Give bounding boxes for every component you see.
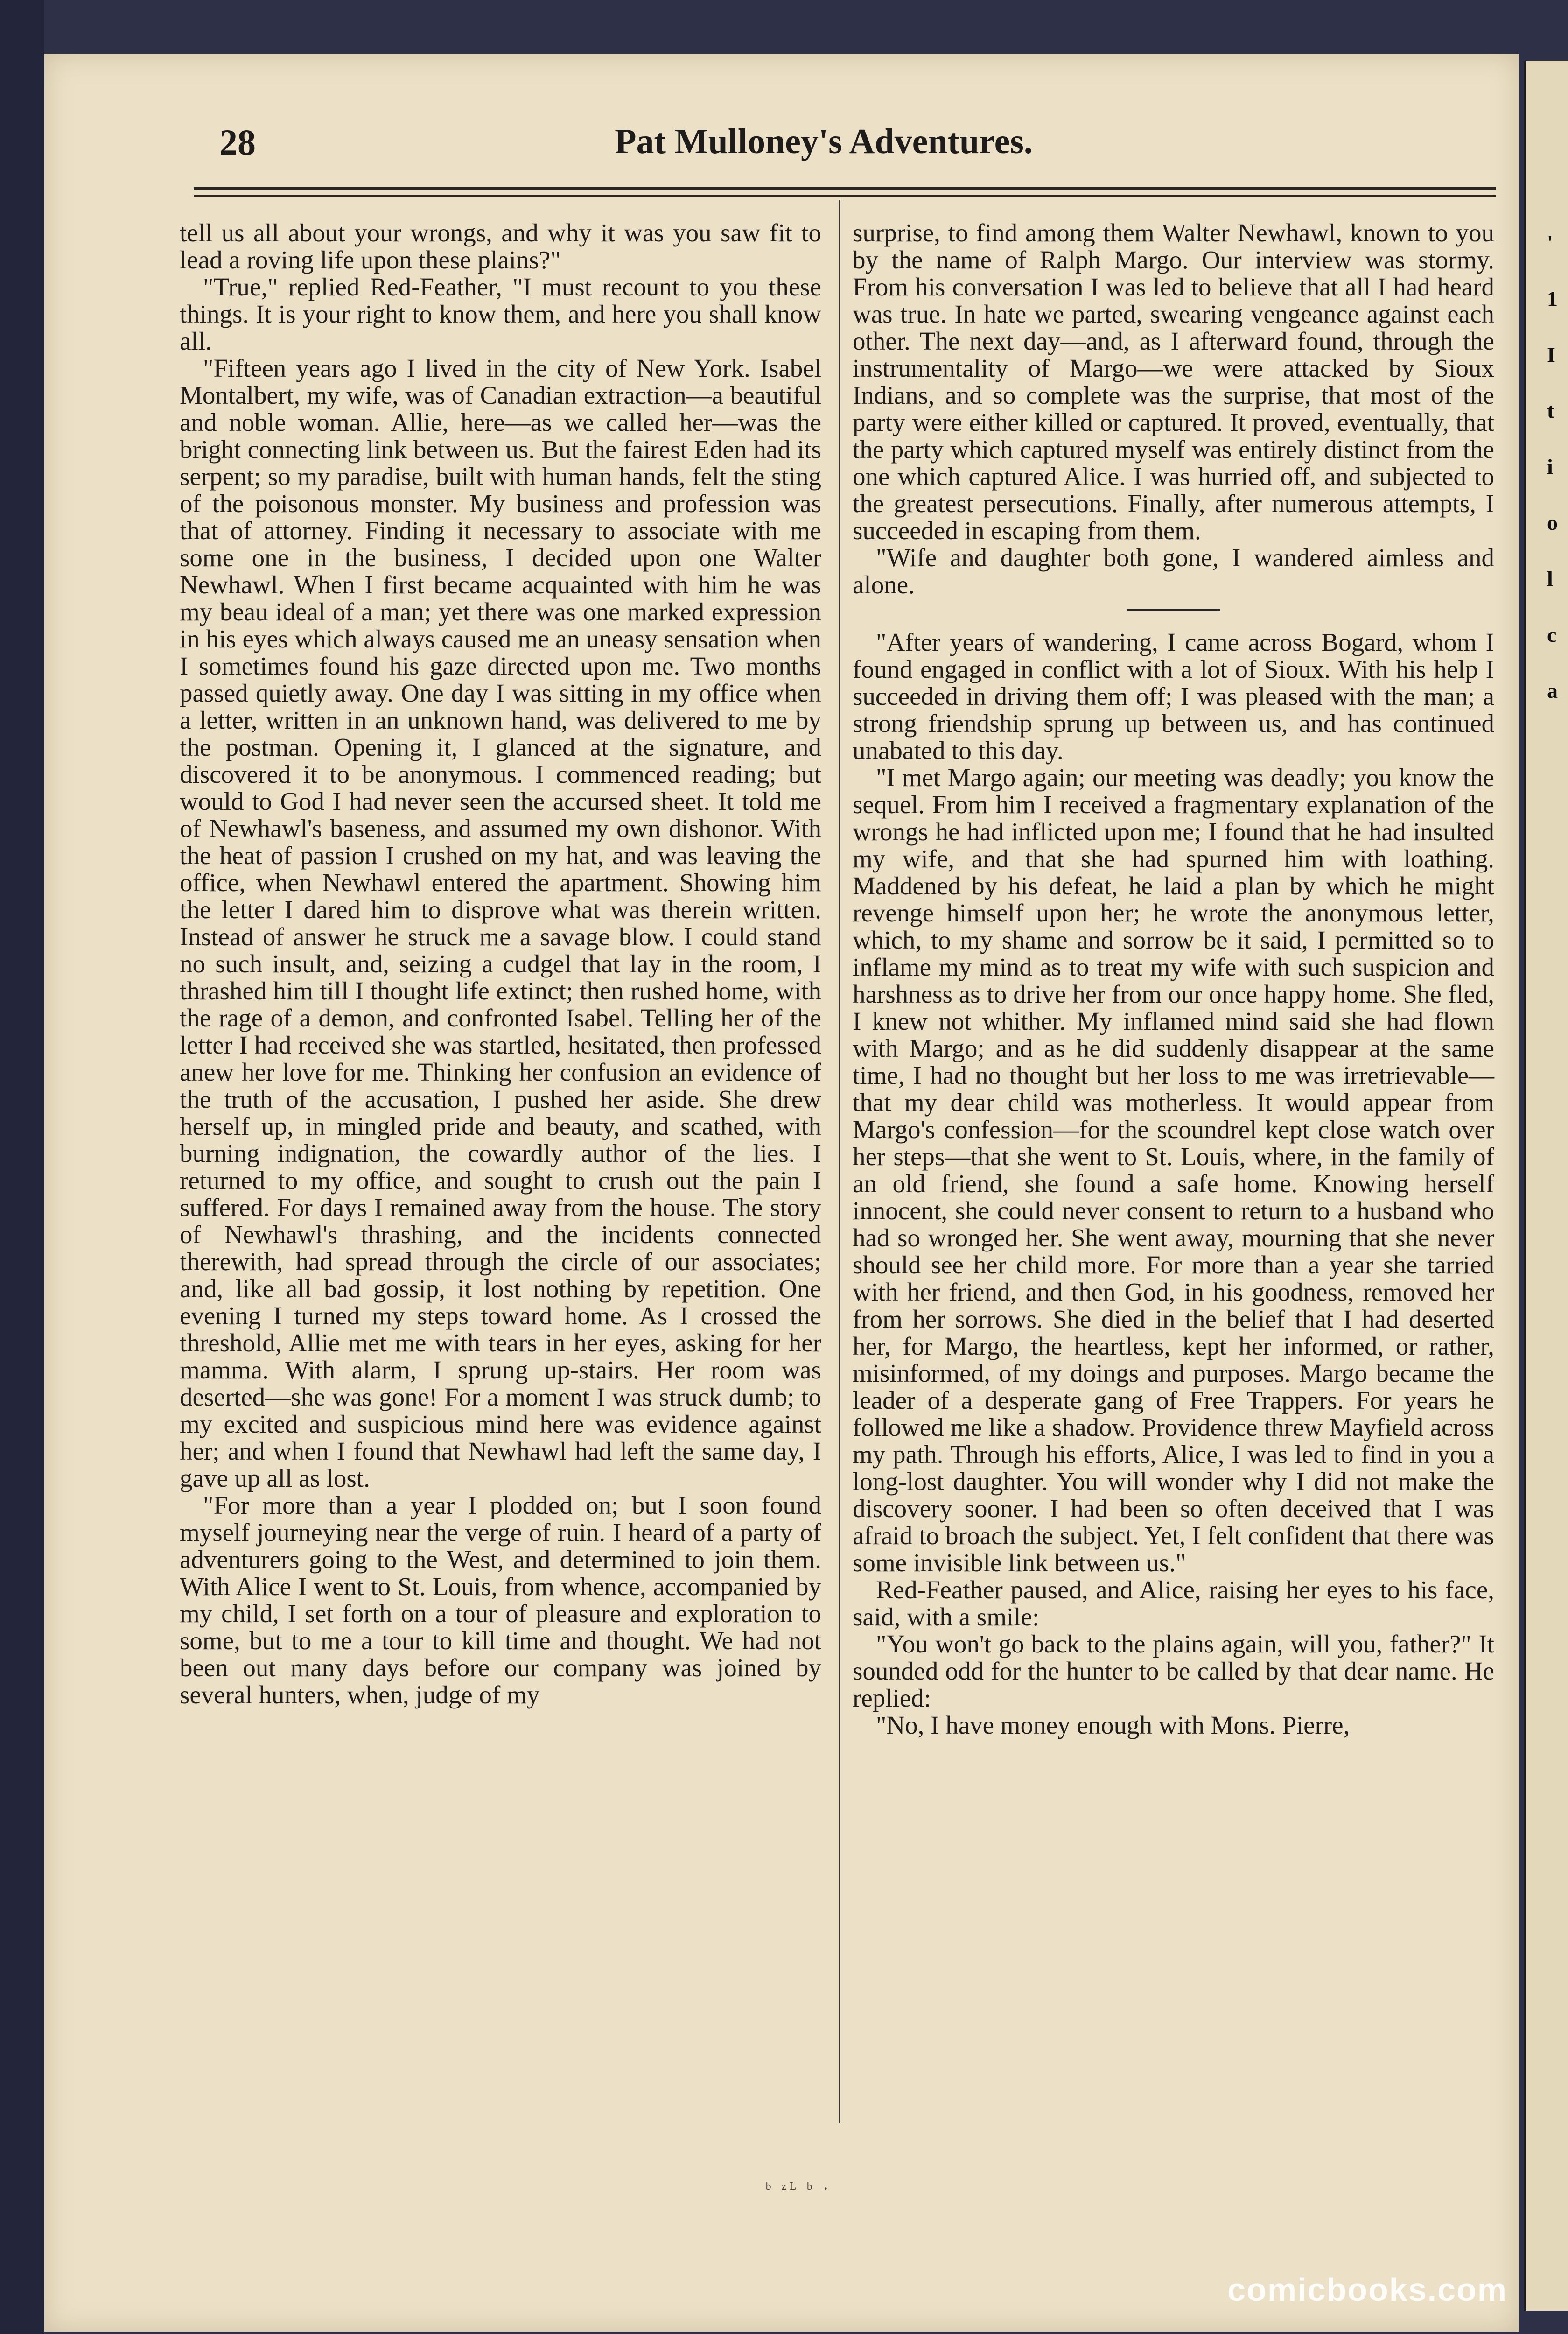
paragraph: "Fifteen years ago I lived in the city of New York. Isabel Montalbert, my wife, was of Canadian extraction—a beautiful and noble woman. Allie, here—as we called her—was the bright connecting link between us. But the fairest Eden had its serpent; so my paradise, built with human hands, felt the sting of the poisonous monster. My business and profession was that of attorney. Finding it necessary to associate with me some one in the business, I decided upon one Walter Newhawl. When I first became acquainted with him he was my beau ideal of a man; yet there was one marked expression in his eyes which always caused me an uneasy sensation when I sometimes found his gaze directed upon me. Two months passed quietly away. One day I was sitting in my office when a letter, written in an unknown hand, was delivered to me by the postman. Opening it, I glanced at the signature, and discovered it to be anonymous. I commenced reading; but would to God I had never seen the accursed sheet. It told me of Newhawl's baseness, and assumed my own dishonor. With the heat of passion I crushed on my hat, and was leaving the office, when Newhawl entered the apartment. Showing him the letter I dared him to disprove what was therein written. Instead of answer he struck me a savage blow. I could stand no such insult, and, seizing a cudgel that lay in the room, I thrashed him till I thought life extinct; then rushed home, with the rage of a demon, and confronted Isabel. Telling her of the letter I had received she was startled, hesitated, then professed anew her love for me. Thinking her confusion an evidence of the truth of the accusation, I pushed her aside. She drew herself up, in mingled pride and beauty, and scathed, with burning indignation, the cowardly author of the lies. I returned to my office, and sought to crush out the pain I suffered. For days I remained away from the house. The story of Newhawl's thrashing, and the incidents connected therewith, had spread through the circle of our associates; and, like all bad gossip, it lost nothing by repetition. One evening I turned my steps toward home. As I crossed the threshold, Allie met me with tears in her eyes, asking for her mamma. With alarm, I sprung up-stairs. Her room was deserted—she was gone! For a moment I was struck dumb; to my excited and suspicious mind here was evidence against her; and when I found that Newhawl had left the same day, I gave up all as lost. [180, 354, 821, 1492]
fragment: l [1547, 567, 1553, 591]
paragraph: "I met Margo again; our meeting was deadly; you know the sequel. From him I received a fragmentary explanation of the wrongs he had inflicted upon me; I found that he had insulted my wife, and that she had spurned him with loathing. Maddened by his defeat, he laid a plan by which he might revenge himself upon her; he wrote the anonymous letter, which, to my shame and sorrow be it said, I permitted so to inflame my mind as to treat my wife with such suspicion and harshness as to drive her from our once happy home. She fled, I knew not whither. My inflamed mind said she had flown with Margo; and as he did suddenly disappear at the same time, I had no thought but her loss to me was irretrievable—that my dear child was motherless. It would appear from Margo's confession—for the scoundrel kept close watch over her steps—that she went to St. Louis, where, in the family of an old friend, she found a safe home. Knowing herself innocent, she could never consent to return to a husband who had so wronged her. She went away, mourning that she never should see her child more. For more than a year she tarried with her friend, and then God, in his goodness, removed her from her sorrows. She died in the belief that I had deserted her, for Margo, the heartless, kept her informed, or rather, misinformed, of my doings and purposes. Margo became the leader of a desperate gang of Free Trappers. For years he followed me like a shadow. Providence threw Mayfield across my path. Through his efforts, Alice, I was led to find in you a long-lost daughter. You will wonder why I did not make the discovery sooner. I had been so often deceived that I was afraid to broach the subject. Yet, I felt confident that there was some invisible link between us." [853, 763, 1494, 1577]
watermark: comicbooks.com [1227, 2271, 1507, 2308]
column-divider [839, 200, 840, 2123]
next-page-edge [1524, 61, 1568, 2311]
page-number: 28 [219, 122, 256, 162]
fragment: c [1547, 623, 1557, 647]
next-page-text-fragments [1547, 215, 1558, 719]
paragraph: tell us all about your wrongs, and why it was you saw fit to lead a roving life upon these plains?" [180, 218, 821, 274]
header-rule-thick [194, 187, 1496, 190]
footer-mark: ᵇ ᶻᴸ ᵇ · [765, 2178, 832, 2199]
paragraph: "True," replied Red-Feather, "I must recount to you these things. It is your right to know them, and here you shall know all. [180, 273, 821, 355]
right-column [853, 219, 1494, 1739]
paragraph: "For more than a year I plodded on; but I soon found myself journeying near the verge of ruin. I heard of a party of adventurers going to the West, and determined to join them. With Alice I went to St. Louis, from whence, accompanied by my child, I set forth on a tour of pleasure and exploration to some, but to me a tour to kill time and thought. We had not been out many days before our company was joined by several hunters, when, judge of my [180, 1491, 821, 1709]
page-header [156, 121, 1491, 173]
fragment: I [1547, 343, 1555, 366]
fragment: 1 [1547, 287, 1558, 310]
paragraph: "You won't go back to the plains again, will you, father?" It sounded odd for the hunter to be called by that dear name. He replied: [853, 1630, 1494, 1712]
left-column [180, 219, 821, 1708]
paragraph: Red-Feather paused, and Alice, raising her eyes to his face, said, with a smile: [853, 1575, 1494, 1631]
paragraph: "After years of wandering, I came across Bogard, whom I found engaged in conflict with a lot of Sioux. With his help I succeeded in driving them off; I was pleased with the man; a strong friendship sprung up between us, and has continued unabated to this day. [853, 628, 1494, 765]
running-title: Pat Mulloney's Adventures. [615, 122, 1033, 161]
fragment: ' [1547, 231, 1553, 254]
fragment: i [1547, 455, 1553, 478]
paragraph: "No, I have money enough with Mons. Pierre, [876, 1711, 1350, 1739]
fragment: o [1547, 511, 1558, 534]
fragment: t [1547, 399, 1554, 422]
fragment: a [1547, 679, 1558, 703]
section-break-rule [1127, 609, 1220, 611]
header-rule-thin [194, 195, 1496, 197]
paragraph: "Wife and daughter both gone, I wandered aimless and alone. [853, 543, 1494, 599]
scan-background [0, 0, 44, 2334]
paragraph: surprise, to find among them Walter Newhawl, known to you by the name of Ralph Margo. Our interview was stormy. From his conversation I was led to believe that all I had heard was true. In hate we parted, swearing vengeance against each other. The next day—and, as I afterward found, through the instrumentality of Margo—we were attacked by Sioux Indians, and so complete was the surprise, that most of the party were either killed or captured. It proved, eventually, that the party which captured myself was entirely distinct from the one which captured Alice. I was hurried off, and subjected to the greatest persecutions. Finally, after numerous attempts, I succeeded in escaping from them. [853, 218, 1494, 545]
